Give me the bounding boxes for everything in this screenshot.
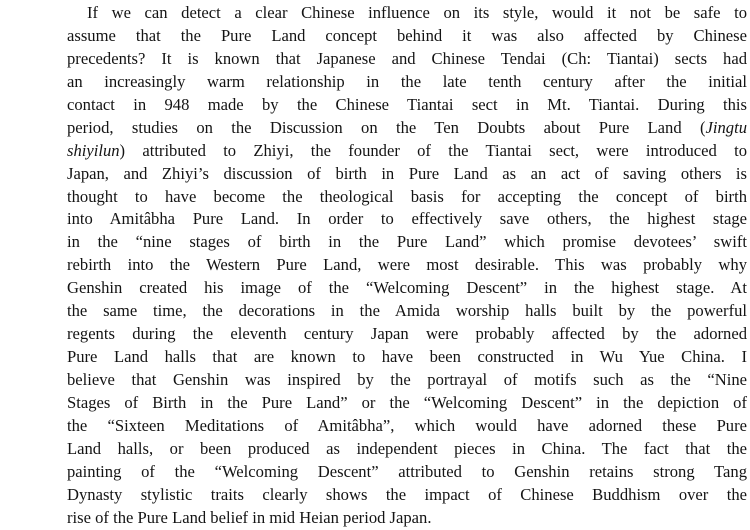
text-run: Pure Land halls that are known to have been constructed in Wu Yue China. I	[67, 347, 747, 367]
text-run: Genshin created his image of the “Welcoming Descent” in the highest stage. At	[67, 278, 747, 298]
text-run: If we can detect a clear Chinese influence on its style, would it not be safe to	[87, 3, 747, 22]
text-run: an increasingly warm relationship in the late tenth century after the initial	[67, 71, 747, 91]
text-run: precedents? It is known that Japanese and Chinese Tendai (Ch: Tiantai) sects had	[67, 48, 747, 68]
text-run: thought to have become the theological basis for accepting the concept of birth	[67, 186, 747, 206]
text-line	[67, 117, 747, 140]
text-run: rise of the Pure Land belief in mid Heian period Japan.	[67, 507, 432, 527]
text-run: Stages of Birth in the Pure Land” or the “Welcoming Descent” in the depiction of	[67, 392, 747, 412]
text-run: regents during the eleventh century Japan were probably affected by the adorned	[67, 324, 747, 344]
text-line	[67, 163, 747, 186]
text-line	[67, 415, 747, 438]
text-line	[67, 71, 747, 94]
text-run: Dynasty stylistic traits clearly shows the impact of Chinese Buddhism over the	[67, 484, 747, 504]
text-run: in the “nine stages of birth in the Pure Land” which promise devotees’ swift	[67, 232, 747, 252]
text-run: the same time, the decorations in the Amida worship halls built by the powerful	[67, 301, 747, 321]
text-run: believe that Genshin was inspired by the portrayal of motifs such as the “Nine	[67, 370, 747, 389]
text-line	[67, 231, 747, 254]
text-run: rebirth into the Western Pure Land, were most desirable. This was probably why	[67, 255, 747, 275]
text-run: contact in 948 made by the Chinese Tiantai sect in Mt. Tiantai. During this	[67, 94, 747, 114]
text-run: period, studies on the Discussion on the Ten Doubts about Pure Land (	[67, 117, 706, 137]
text-run: into Amitâbha Pure Land. In order to effectively save others, the highest stage	[67, 209, 747, 229]
text-run: the “Sixteen Meditations of Amitâbha”, which would have adorned these Pure	[67, 415, 747, 435]
text-line	[67, 300, 747, 323]
text-line	[67, 2, 747, 25]
text-line	[67, 48, 747, 71]
text-line	[67, 369, 747, 392]
text-line	[67, 346, 747, 369]
text-line	[67, 94, 747, 117]
text-line	[67, 140, 747, 163]
text-line	[67, 461, 747, 484]
text-run: assume that the Pure Land concept behind it was also affected by Chinese	[67, 25, 747, 45]
text-line	[67, 323, 747, 346]
text-run: Land halls, or been produced as independent pieces in China. The fact that the	[67, 438, 747, 458]
text-line	[67, 25, 747, 48]
text-line	[67, 438, 747, 461]
text-run: ) attributed to Zhiyi, the founder of the Tiantai sect, were introduced to	[119, 140, 747, 160]
text-line	[67, 277, 747, 300]
body-paragraph	[67, 2, 747, 530]
italic-term: shiyilun	[67, 140, 120, 160]
text-run: painting of the “Welcoming Descent” attributed to Genshin retains strong Tang	[67, 461, 747, 481]
text-line	[67, 484, 747, 507]
italic-term: Jingtu	[705, 117, 747, 137]
text-line	[67, 507, 747, 530]
text-line	[67, 186, 747, 209]
text-line	[67, 254, 747, 277]
text-line	[67, 392, 747, 415]
text-run: Japan, and Zhiyi’s discussion of birth in Pure Land as an act of saving others is	[67, 163, 747, 183]
text-line	[67, 208, 747, 231]
